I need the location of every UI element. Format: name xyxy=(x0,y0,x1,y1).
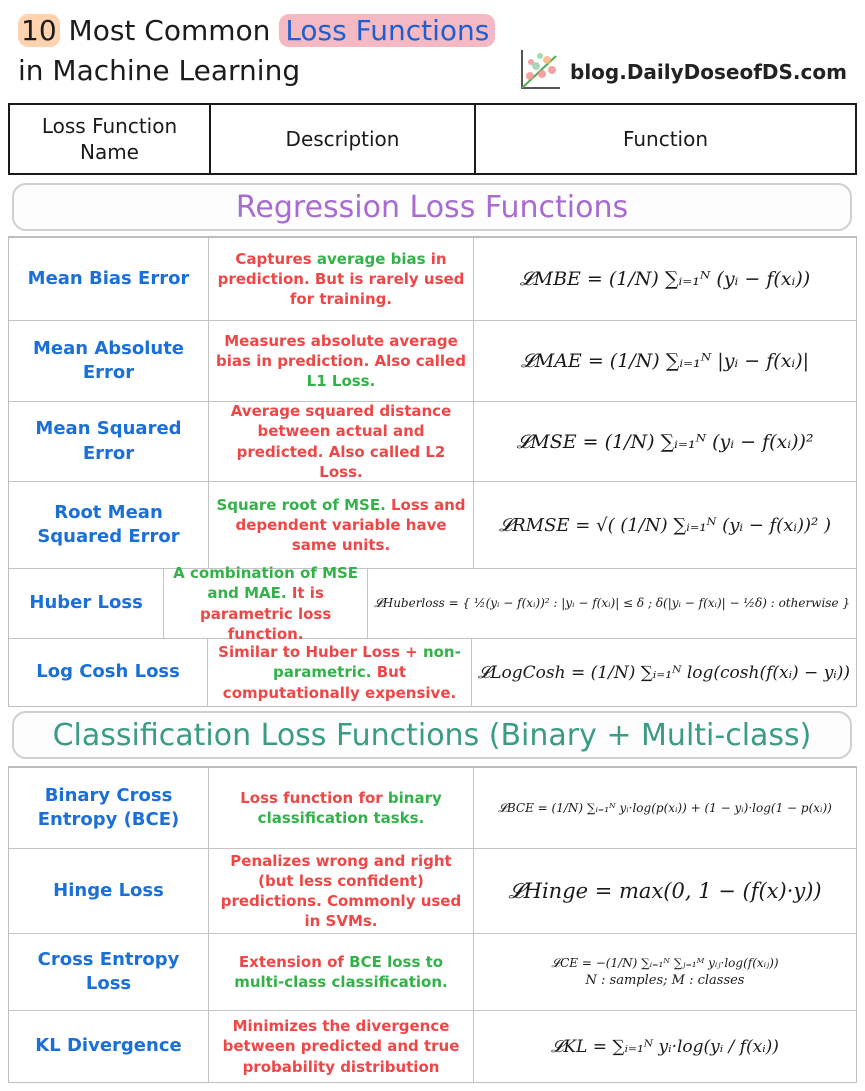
description-segment: Extension of xyxy=(238,952,350,971)
loss-formula xyxy=(473,482,856,568)
formula-text: 𝓛Huberloss = { ½(yᵢ − f(xᵢ))² : |yᵢ − f(xᵢ)| ≤ δ ; δ(|yᵢ − f(xᵢ)| − ½δ) : otherwise } xyxy=(374,596,850,610)
loss-name: KL Divergence xyxy=(35,1035,182,1057)
loss-formula xyxy=(473,402,856,481)
table-row xyxy=(9,481,856,568)
loss-formula xyxy=(367,569,856,638)
section-regression: Regression Loss Functions xyxy=(12,183,852,231)
table-row xyxy=(9,564,856,643)
description-segment: Loss and dependent variable have same units. xyxy=(235,495,466,555)
description-segment: But computationally expensive. xyxy=(222,663,457,702)
table-row xyxy=(9,768,856,848)
classification-table xyxy=(8,766,857,1083)
page-title-line1 xyxy=(18,14,495,47)
loss-name: Huber Loss xyxy=(29,592,143,614)
table-row xyxy=(9,238,856,320)
section-classification: Classification Loss Functions (Binary + Multi-class) xyxy=(12,711,852,759)
description-segment: Loss function for xyxy=(240,788,388,807)
formula-text: 𝓛MAE = (1/N) ∑ᵢ₌₁ᴺ |yᵢ − f(xᵢ)| xyxy=(520,350,810,372)
title-most-common: Most Common xyxy=(59,14,280,47)
formula-text: 𝓛MSE = (1/N) ∑ᵢ₌₁ᴺ (yᵢ − f(xᵢ))² xyxy=(516,430,814,453)
loss-description xyxy=(208,482,473,568)
description-segment: average bias xyxy=(316,249,426,268)
scatter-chart-icon xyxy=(516,46,564,98)
description-segment: L1 Loss. xyxy=(306,372,376,391)
loss-description xyxy=(208,1011,473,1082)
loss-formula xyxy=(473,238,856,320)
loss-name: Binary Cross Entropy (BCE) xyxy=(37,784,180,830)
loss-name: Root Mean Squared Error xyxy=(37,501,180,547)
description-segment: A combination of MSE and MAE. xyxy=(173,564,359,603)
description-segment: Similar to Huber Loss + xyxy=(218,643,423,662)
loss-formula xyxy=(473,768,856,848)
formula-text: 𝓛RMSE = √( (1/N) ∑ᵢ₌₁ᴺ (yᵢ − f(xᵢ))² ) xyxy=(499,514,831,536)
description-segment: Square root of MSE. xyxy=(216,495,391,514)
formula-text: 𝓛LogCosh = (1/N) ∑ᵢ₌₁ᴺ log(cosh(f(xᵢ) − yᵢ)) xyxy=(477,662,850,683)
table-header xyxy=(8,103,857,175)
table-row xyxy=(9,1010,856,1082)
description-segment: BCE loss to multi-class classification. xyxy=(234,952,448,991)
table-row xyxy=(9,848,856,933)
brand xyxy=(516,46,847,98)
loss-name: Mean Squared Error xyxy=(35,418,182,464)
formula-note: N : samples; M : classes xyxy=(585,973,745,988)
table-row xyxy=(9,320,856,401)
table-row xyxy=(9,933,856,1010)
loss-name: Hinge Loss xyxy=(53,879,164,901)
loss-name: Mean Bias Error xyxy=(27,267,190,289)
description-segment: Measures absolute average bias in prediction. Also called xyxy=(216,331,466,370)
table-row xyxy=(9,638,856,706)
table-row xyxy=(9,401,856,481)
loss-description xyxy=(208,849,473,933)
formula-text: 𝓛KL = ∑ᵢ₌₁ᴺ yᵢ·log(yᵢ / f(xᵢ)) xyxy=(551,1036,779,1057)
regression-table xyxy=(8,236,857,707)
description-segment: Average squared distance between actual and predicted. Also called L2 Loss. xyxy=(230,402,452,481)
loss-formula xyxy=(473,321,856,401)
description-segment: It is parametric loss function. xyxy=(199,584,332,643)
loss-description xyxy=(208,238,473,320)
loss-name: Mean Absolute Error xyxy=(32,337,185,383)
loss-description xyxy=(208,402,473,481)
brand-url: blog.DailyDoseofDS.com xyxy=(570,60,847,84)
header-name: Loss Function Name xyxy=(41,114,178,164)
title-number: 10 xyxy=(18,14,60,47)
header-function: Function xyxy=(474,105,855,173)
description-segment: Captures xyxy=(235,249,317,268)
loss-formula xyxy=(473,849,856,933)
loss-name: Cross Entropy Loss xyxy=(37,948,180,994)
loss-formula xyxy=(473,1011,856,1082)
loss-description xyxy=(207,639,471,706)
header-description: Description xyxy=(209,105,474,173)
loss-formula xyxy=(471,639,856,706)
description-segment: Penalizes wrong and right (but less confident) predictions. Commonly used in SVMs. xyxy=(220,851,462,931)
loss-formula xyxy=(473,934,856,1010)
formula-text: 𝓛MBE = (1/N) ∑ᵢ₌₁ᴺ (yᵢ − f(xᵢ)) xyxy=(519,268,811,290)
formula-text: 𝓛BCE = (1/N) ∑ᵢ₌₁ᴺ yᵢ·log(p(xᵢ)) + (1 − yᵢ)·log(1 − p(xᵢ)) xyxy=(498,800,832,815)
loss-description xyxy=(208,934,473,1010)
formula-text: 𝓛CE = −(1/N) ∑ᵢ₌₁ᴺ ∑ⱼ₌₁ᴹ yᵢⱼ·log(f(xᵢⱼ)) xyxy=(551,956,779,970)
loss-description xyxy=(163,564,367,643)
loss-description xyxy=(208,321,473,401)
loss-name: Log Cosh Loss xyxy=(36,661,180,683)
description-segment: non-parametric. xyxy=(273,643,461,682)
title-loss-functions: Loss Functions xyxy=(279,14,495,47)
page-title-line2: in Machine Learning xyxy=(18,54,301,87)
loss-description xyxy=(208,768,473,848)
description-segment: binary classification tasks. xyxy=(257,788,442,827)
description-segment: Minimizes the divergence between predicted and true probability distribution xyxy=(222,1017,460,1076)
formula-text: 𝓛Hinge = max(0, 1 − (f(x)·y)) xyxy=(508,878,822,903)
description-segment: in prediction. But is rarely used for training. xyxy=(217,249,465,309)
